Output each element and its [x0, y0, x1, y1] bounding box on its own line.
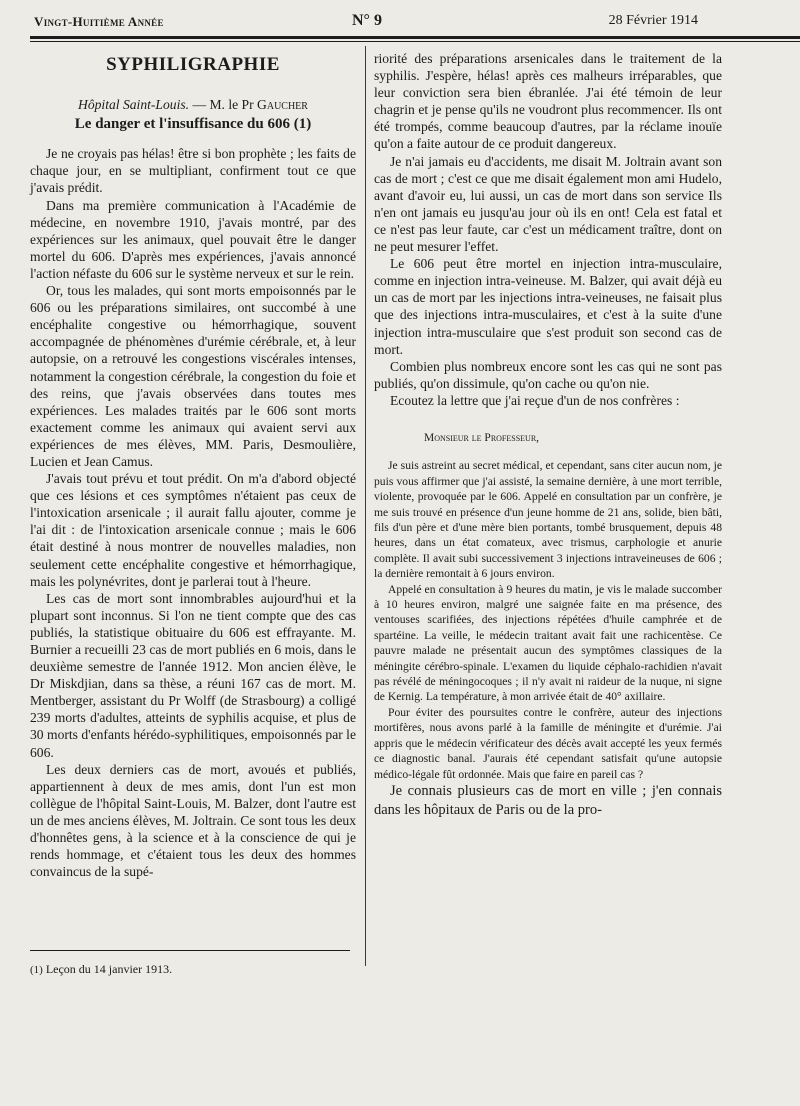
byline-separator: — M. le Pr — [192, 97, 254, 113]
byline — [30, 96, 356, 113]
left-paragraph: Les deux derniers cas de mort, avoués et publiés, appartiennent à deux de mes amis, dont l'un est mon collègue de l'hôpital Saint-Louis, M. Balzer, dont l'autre est un de mes anciens élèves, M. Joltrain. Ce sont tous les deux d'honnêtes gens, à la science et à la conscience de qui je rends hommage, et c'étaient tous les deux des hommes convaincus de la supé- — [30, 761, 356, 880]
header-rule-thick — [30, 36, 800, 39]
byline-hospital: Hôpital Saint-Louis. — [78, 97, 190, 113]
right-paragraph: riorité des préparations arsenicales dans le traitement de la syphilis. J'espère, hélas! après ces malheurs irréparables, que leur conviction sera bien ébranlée. J'ai été témoin de leur chagrin et je pense qu'ils ne voudront plus recommencer. Ils ont été trompés, comme beaucoup d'autres, par la réclame inouïe qu'on a faite autour de ce produit dangereux. — [374, 51, 722, 152]
left-paragraph: Je ne croyais pas hélas! être si bon prophète ; les faits de chaque jour, en se multipliant, confirment tout ce que j'avais prédit. — [30, 146, 356, 196]
footnote-mark: (1) — [30, 964, 43, 976]
issue-date: 28 Février 1914 — [608, 13, 698, 28]
letter-paragraph: Appelé en consultation à 9 heures du matin, je vis le malade succomber à 10 heures environ, malgré une saignée faite en ma présence, des ventouses scarifiées, des injections répétées d'huile camphrée et de spartéine. La veille, le médecin traitant avait fait une rachicentèse. Ce pauvre malade ne présentait aucun des symptômes classiques de la méningite cérébro-spinale. L'examen du liquide céphalo-rachidien n'avait pas révélé de méningocoques ; il n'y avait ni raideur de la nuque, ni signe de Kernig. La température, à mon arrivée était de 40° axillaire. — [374, 582, 722, 704]
right-paragraph: Le 606 peut être mortel en injection intra-musculaire, comme en injection intra-veineuse. M. Balzer, qui avait déjà eu un cas de mort par les injections intra-veineuses, ne faisait plus que des injections intra-musculaires, et c'est à la suite d'une injection intra-musculaire que s'est produit son second cas de mort. — [374, 256, 722, 357]
section-title: SYPHILIGRAPHIE — [106, 54, 280, 75]
right-paragraph: Combien plus nombreux encore sont les cas qui ne sont pas publiés, qu'on dissimule, qu'on cache ou qu'on nie. — [374, 358, 722, 391]
right-paragraph: Je n'ai jamais eu d'accidents, me disait M. Joltrain avant son cas de mort ; c'est ce que me disait également mon ami Hudelo, avant d'avoir eu, lui aussi, un cas de mort dans son service Ils n'en ont jamais eu jusqu'au jour où ils en ont! Cela est fatal et ce n'est pas leur faute, car c'est un médicament traître, dont on ne peut mesurer l'effet. — [374, 153, 722, 255]
closing-paragraph: Je connais plusieurs cas de mort en ville ; j'en connais dans les hôpitaux de Paris ou de la pro- — [374, 782, 722, 818]
left-paragraph: Dans ma première communication à l'Académie de médecine, en novembre 1910, j'avais montré, par des expériences sur les animaux, quel pouvait être le danger mortel du 606. D'après mes expériences, j'avais annoncé l'action néfaste du 606 sur le système nerveux et sur le rein. — [30, 197, 356, 281]
left-paragraph: J'avais tout prévu et tout prédit. On m'a d'abord objecté que ces lésions et ces symptômes n'étaient pas ceux de l'intoxication arsenicale ; il aurait fallu ajouter, comme je l'ai dit : de l'intoxication arsenicale connue ; mais le 606 était destiné à nous montrer de nouvelles maladies, non seulement cette encéphalite congestive et hémorrhagique, mais les polynévrites, dont je parlerai tout à l'heure. — [30, 471, 356, 589]
left-paragraph: Les cas de mort sont innombrables aujourd'hui et la plupart sont inconnus. Si l'on ne tient compte que des cas publiés, la statistique obituaire du 606 est effrayante. M. Burnier a recueilli 23 cas de mort publiés en 6 mois, dans le deuxième semestre de l'année 1912. Mon ancien élève, le Dr Miskdjian, dans sa thèse, a réuni 167 cas de mort. M. Mentberger, assistant du Pr Wolff (de Strasbourg) a colligé 239 morts d'adultes, atteints de syphilis acquise, et plus de 30 morts d'enfants hérédo-syphilitiques, empoisonnés par le 606. — [30, 590, 356, 760]
column-divider — [365, 46, 366, 966]
right-paragraph: Ecoutez la lettre que j'ai reçue d'un de nos confrères : — [390, 392, 680, 408]
article-title-text: Le danger et l'insuffisance du 606 — [74, 116, 290, 133]
letter-salutation: Monsieur le Professeur, — [424, 431, 540, 444]
left-column — [30, 56, 356, 880]
footnote — [30, 962, 172, 977]
article-title-footnote-mark: (1) — [293, 116, 312, 133]
footnote-rule — [30, 950, 350, 951]
right-column — [374, 50, 722, 820]
byline-author: Gaucher — [257, 97, 308, 113]
left-paragraph: Or, tous les malades, qui sont morts empoisonnés par le 606 ou les préparations similaires, ont succombé à une encéphalite congestive ou hémorrhagique, souvent accompagnée de phénomènes d'urémie cérébrale, et, à leur autopsie, on a retrouvé les congestions viscérales intenses, notamment la congestion cérébrale, la congestion du foie et des reins, que j'avais observées dans toutes mes expériences. Les malades traités par le 606 sont morts exactement comme les animaux qui avaient servi aux expériences de mes élèves, MM. Paris, Desmoulière, Lucien et Jean Camus. — [30, 283, 356, 469]
issue-number: N° 9 — [352, 12, 382, 29]
header-rule-thin — [30, 41, 800, 42]
letter-paragraph: Pour éviter des poursuites contre le confrère, auteur des injections mortifères, nous avons parlé à la famille de méningite et d'urémie. J'ai appris que le médecin vérificateur des décès avait accepté les yeux fermés ce diagnostic banal. J'aurais été cependant satisfait qu'une autopsie médico-légale fût ordonnée. Mais que faire en pareil cas ? — [374, 705, 722, 781]
article-title — [30, 116, 356, 133]
letter-paragraph: Je suis astreint au secret médical, et cependant, sans citer aucun nom, je puis vous affirmer que j'ai assisté, la semaine dernière, à une mort terrible, violente, provoquée par le 606. Appelé en consultation par un confrère, je me suis trouvé en présence d'un jeune homme de 21 ans, solide, bien bâti, fils d'un père et d'une mère bien portants, tombé brusquement, depuis 48 heures, dans un état comateux, avec trismus, carphologie et anurie complète. Il avait subi successivement 3 injections intraveineuses de 606 ; la dernière remontait à 6 jours environ. — [374, 459, 722, 581]
quoted-letter — [374, 431, 722, 782]
footnote-text: Leçon du 14 janvier 1913. — [45, 962, 173, 976]
volume-label: Vingt-Huitième Année — [34, 14, 164, 29]
page-header — [34, 12, 698, 34]
